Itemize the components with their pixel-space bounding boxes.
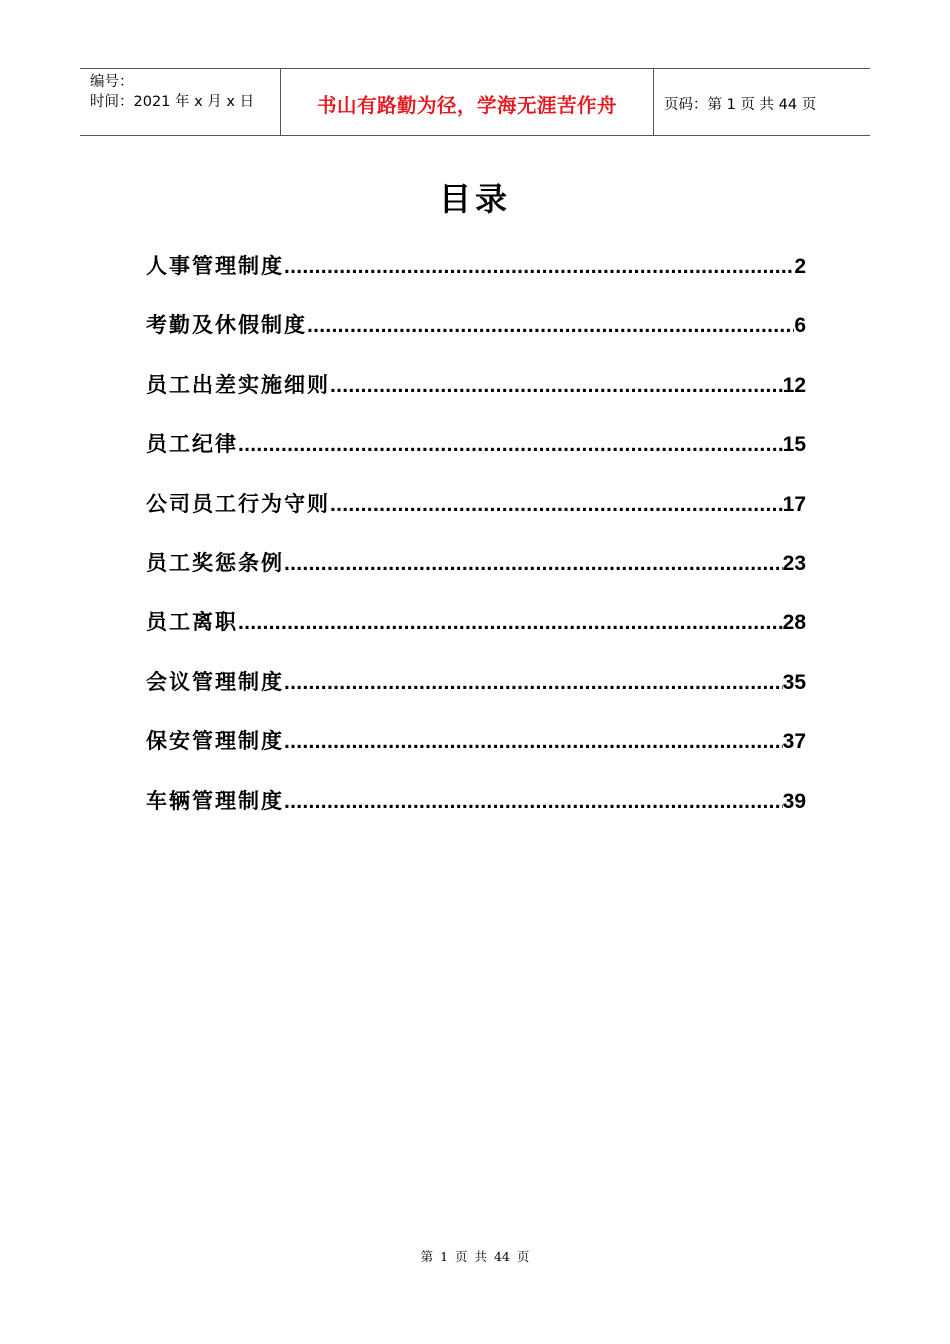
- document-number-label: 编号：: [90, 74, 134, 90]
- page-footer: 第 1 页 共 44 页: [420, 1249, 530, 1264]
- toc-leader-dots: [238, 433, 783, 457]
- toc-item-page: 6: [794, 314, 806, 338]
- toc-item[interactable]: [146, 428, 806, 487]
- document-time-label: 时间：2021 年 x 月 x 日: [90, 94, 255, 110]
- toc-item-page: 2: [794, 255, 806, 278]
- toc-leader-dots: [284, 730, 783, 754]
- toc-item[interactable]: [146, 666, 806, 725]
- header-meta: [80, 69, 281, 135]
- toc-item-label: 会议管理制度: [146, 668, 284, 694]
- toc-leader-dots: [284, 255, 794, 279]
- toc-item-label: 车辆管理制度: [146, 787, 284, 813]
- toc-item-page: 39: [782, 789, 806, 813]
- toc-item-label: 员工纪律: [146, 431, 238, 457]
- toc-leader-dots: [284, 552, 783, 576]
- toc-item-page: 35: [782, 670, 806, 694]
- toc-item[interactable]: [146, 309, 806, 368]
- toc-item[interactable]: [146, 369, 806, 428]
- toc-item-label: 员工奖惩条例: [146, 549, 284, 575]
- toc-item[interactable]: [146, 547, 806, 606]
- toc-leader-dots: [284, 671, 783, 695]
- toc-item[interactable]: [146, 725, 806, 784]
- table-of-contents: [146, 250, 806, 844]
- toc-item[interactable]: [146, 606, 806, 665]
- toc-item-label: 员工离职: [146, 609, 238, 635]
- toc-item-page: 15: [782, 433, 806, 457]
- toc-item-page: 28: [782, 611, 806, 635]
- toc-item[interactable]: [146, 785, 806, 844]
- header-motto: 书山有路勤为径，学海无涯苦作舟: [281, 69, 654, 135]
- toc-leader-dots: [238, 611, 783, 635]
- header-page-info: 页码：第 1 页 共 44 页: [664, 96, 817, 113]
- toc-leader-dots: [330, 374, 783, 398]
- toc-item-label: 公司员工行为守则: [146, 490, 330, 516]
- toc-leader-dots: [307, 314, 794, 338]
- toc-item-page: 17: [782, 492, 806, 516]
- toc-item-page: 37: [782, 730, 806, 754]
- toc-leader-dots: [330, 493, 783, 517]
- page-title: 目录: [438, 180, 511, 218]
- toc-item-label: 员工出差实施细则: [146, 371, 330, 397]
- toc-item-page: 12: [782, 373, 806, 397]
- toc-leader-dots: [284, 790, 783, 814]
- toc-item-label: 保安管理制度: [146, 728, 284, 754]
- page-header: [80, 68, 870, 136]
- toc-item[interactable]: [146, 488, 806, 547]
- toc-item-page: 23: [782, 551, 806, 575]
- toc-item[interactable]: [146, 250, 806, 309]
- toc-item-label: 考勤及休假制度: [146, 312, 307, 338]
- toc-item-label: 人事管理制度: [146, 253, 284, 278]
